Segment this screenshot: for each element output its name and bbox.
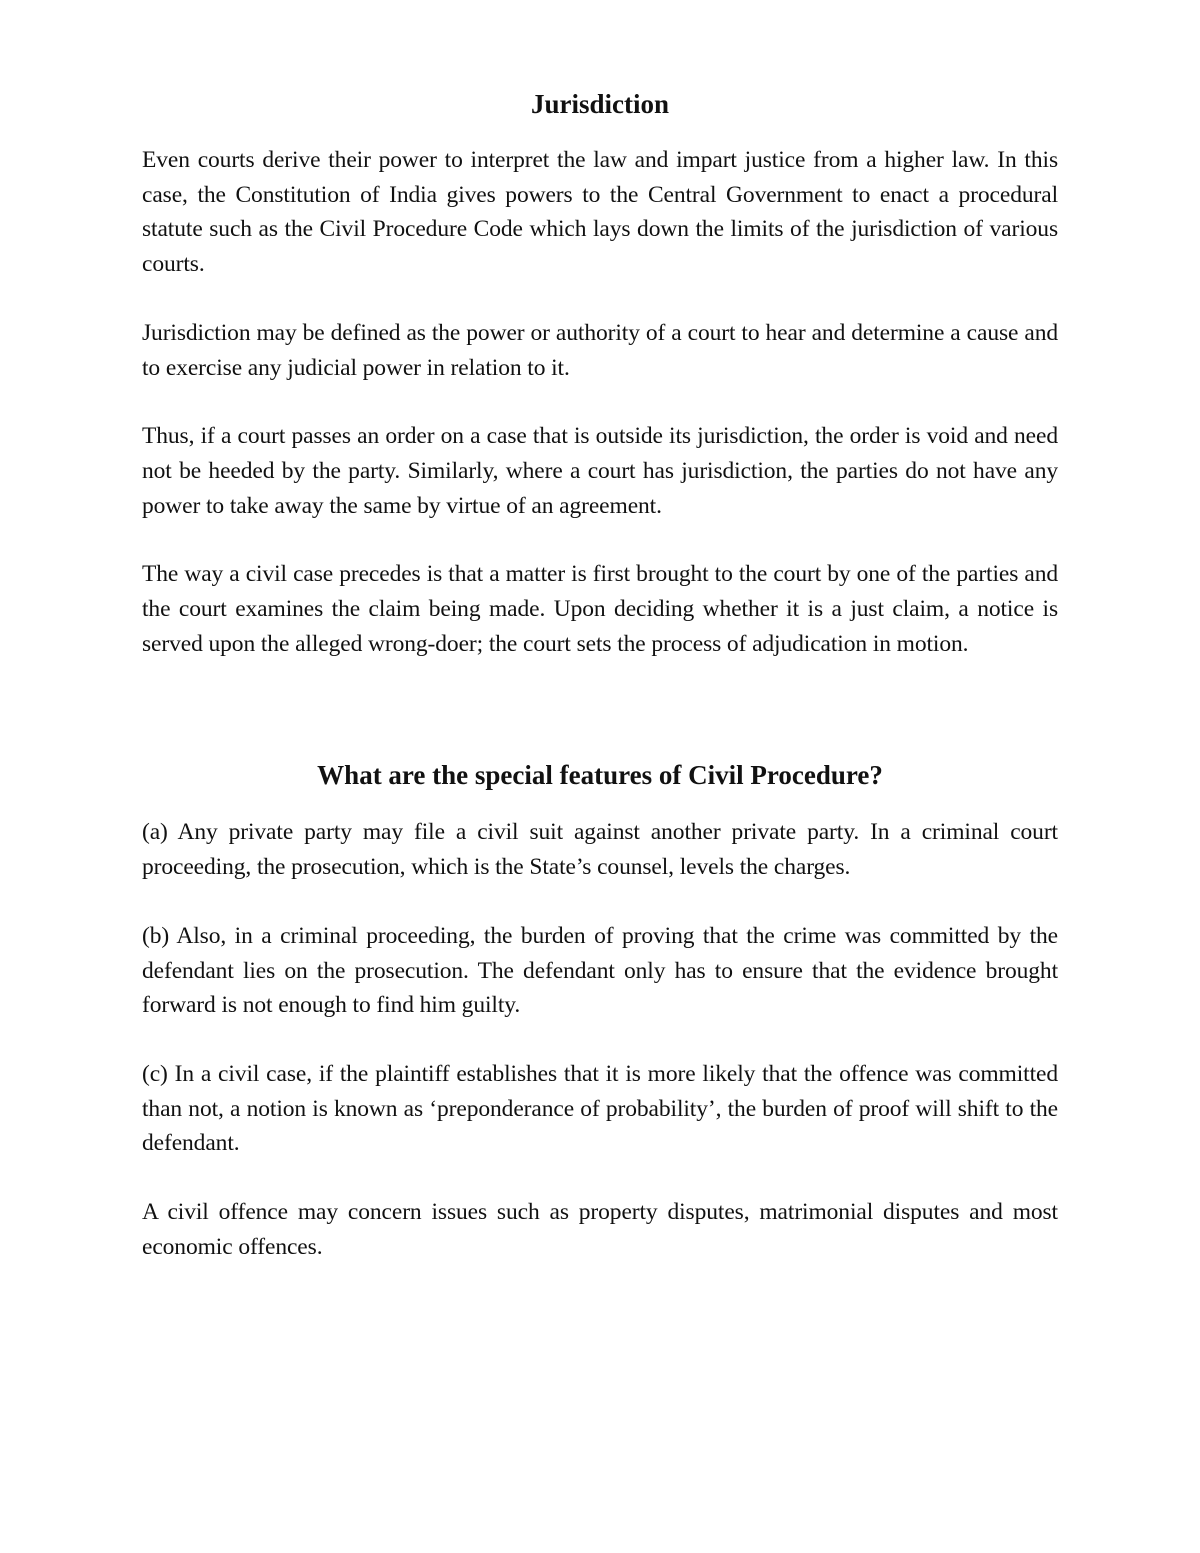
paragraph-civil-case-process: The way a civil case precedes is that a matter is first brought to the court by one of the parties and the court examines the claim being made. Upon deciding whether it is a just claim, a notice is served upon the alleged wrong-doer; the court sets the process of adjudication in motion. (142, 561, 1058, 657)
page-title: Jurisdiction (530, 89, 670, 119)
paragraph-civil-offence: A civil offence may concern issues such as property disputes, matrimonial disputes and most economic offences. (142, 1199, 1058, 1260)
paragraph-void-order: Thus, if a court passes an order on a case that is outside its jurisdiction, the order is void and need not be heeded by the party. Similarly, where a court has jurisdiction, the parties do not have any power to take away the same by virtue of an agreement. (142, 423, 1058, 519)
document-body (142, 86, 1058, 1264)
section-title: What are the special features of Civil Procedure? (317, 760, 883, 791)
paragraph-definition: Jurisdiction may be defined as the power or authority of a court to hear and determine a cause and to exercise any judicial power in relation to it. (142, 319, 1058, 381)
paragraph-intro-1: Even courts derive their power to interpret the law and impart justice from a higher law. In this case, the Constitution of India gives powers to the Central Government to enact a procedural statute such as the Civil Procedure Code which lays down the limits of the jurisdiction of various courts. (142, 147, 1058, 278)
paragraph-feature-c: (c) In a civil case, if the plaintiff establishes that it is more likely that the offence was committed than not, a notion is known as ‘preponderance of probability’, the burden of proof will shift to the defendant. (142, 1060, 1058, 1157)
paragraph-feature-b: (b) Also, in a criminal proceeding, the burden of proving that the crime was committed by the defendant lies on the prosecution. The defendant only has to ensure that the evidence brought forward is not enough to find him guilty. (142, 922, 1058, 1019)
paragraph-feature-a: (a) Any private party may file a civil suit against another private party. In a criminal court proceeding, the prosecution, which is the State’s counsel, levels the charges. (142, 819, 1058, 881)
